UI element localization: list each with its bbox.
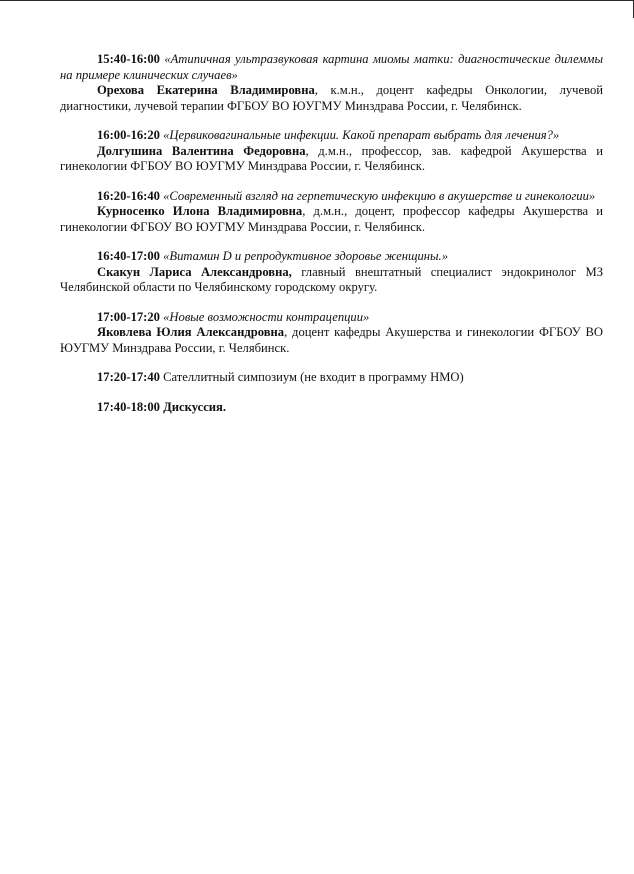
session-heading bbox=[60, 310, 603, 326]
session-time: 17:40-18:00 bbox=[97, 399, 160, 414]
speaker-name: Курносенко Илона Владимировна bbox=[97, 204, 303, 218]
discussion bbox=[60, 400, 603, 416]
session-time: 16:00-16:20 bbox=[97, 128, 160, 142]
session-title: «Витамин D и репродуктивное здоровье женщины.» bbox=[163, 249, 449, 263]
session-title: «Новые возможности контрацепции» bbox=[163, 309, 370, 324]
session-5 bbox=[60, 310, 603, 357]
speaker-info bbox=[60, 265, 603, 296]
speaker-details: , к.м.н., доцент кафедры Онкологии, лучевой диагностики, лучевой терапии ФГБОУ ВО ЮУГМУ Минздрава России, г. Челябинск. bbox=[60, 83, 603, 113]
speaker-name: Долгушина Валентина Федоровна bbox=[97, 143, 306, 158]
speaker-details: , д.м.н., доцент, профессор кафедры Акушерства и гинекологии ФГБОУ ВО ЮУГМУ Минздрава России, г. Челябинск. bbox=[60, 204, 603, 234]
satellite-symposium bbox=[60, 370, 603, 386]
session-2 bbox=[60, 128, 603, 175]
session-time: 17:20-17:40 bbox=[97, 370, 160, 384]
speaker-info bbox=[60, 204, 603, 235]
session-time: 17:00-17:20 bbox=[97, 309, 160, 324]
session-heading bbox=[60, 249, 603, 265]
speaker-details: , д.м.н., профессор, зав. кафедрой Акушерства и гинекологии ФГБОУ ВО ЮУГМУ Минздрава России, г. Челябинск. bbox=[60, 143, 603, 173]
session-heading bbox=[60, 189, 603, 205]
session-description: Дискуссия. bbox=[159, 399, 227, 414]
speaker-info bbox=[60, 83, 603, 114]
speaker-name: Скакун Лариса Александровна, bbox=[97, 264, 292, 279]
session-3 bbox=[60, 189, 603, 236]
session-heading bbox=[60, 370, 603, 386]
session-title: «Атипичная ультразвуковая картина миомы матки: диагностические дилеммы на примере клинических случаев» bbox=[60, 52, 603, 82]
session-time: 16:40-17:00 bbox=[97, 249, 160, 263]
speaker-info bbox=[60, 144, 603, 175]
session-time: 15:40-16:00 bbox=[97, 52, 160, 66]
speaker-details: , доцент кафедры Акушерства и гинекологии ФГБОУ ВО ЮУГМУ Минздрава России, г. Челябинск. bbox=[60, 325, 603, 355]
session-heading bbox=[60, 128, 603, 144]
session-description: Сателлитный симпозиум (не входит в программу НМО) bbox=[159, 370, 464, 384]
session-4 bbox=[60, 249, 603, 296]
speaker-details: главный внештатный специалист эндокринолог МЗ Челябинской области по Челябинскому городскому округу. bbox=[60, 264, 603, 294]
program-schedule bbox=[60, 52, 603, 429]
session-heading bbox=[60, 400, 603, 416]
session-title: «Цервиковагинальные инфекции. Какой препарат выбрать для лечения?» bbox=[163, 128, 560, 142]
session-1 bbox=[60, 52, 603, 114]
session-heading bbox=[60, 52, 603, 83]
speaker-info bbox=[60, 325, 603, 356]
session-title: «Современный взгляд на герпетическую инфекцию в акушерстве и гинекологии» bbox=[163, 188, 596, 203]
session-time: 16:20-16:40 bbox=[97, 188, 160, 203]
page-top-border bbox=[0, 0, 634, 1]
speaker-name: Орехова Екатерина Владимировна bbox=[97, 83, 315, 97]
speaker-name: Яковлева Юлия Александровна bbox=[97, 325, 285, 339]
